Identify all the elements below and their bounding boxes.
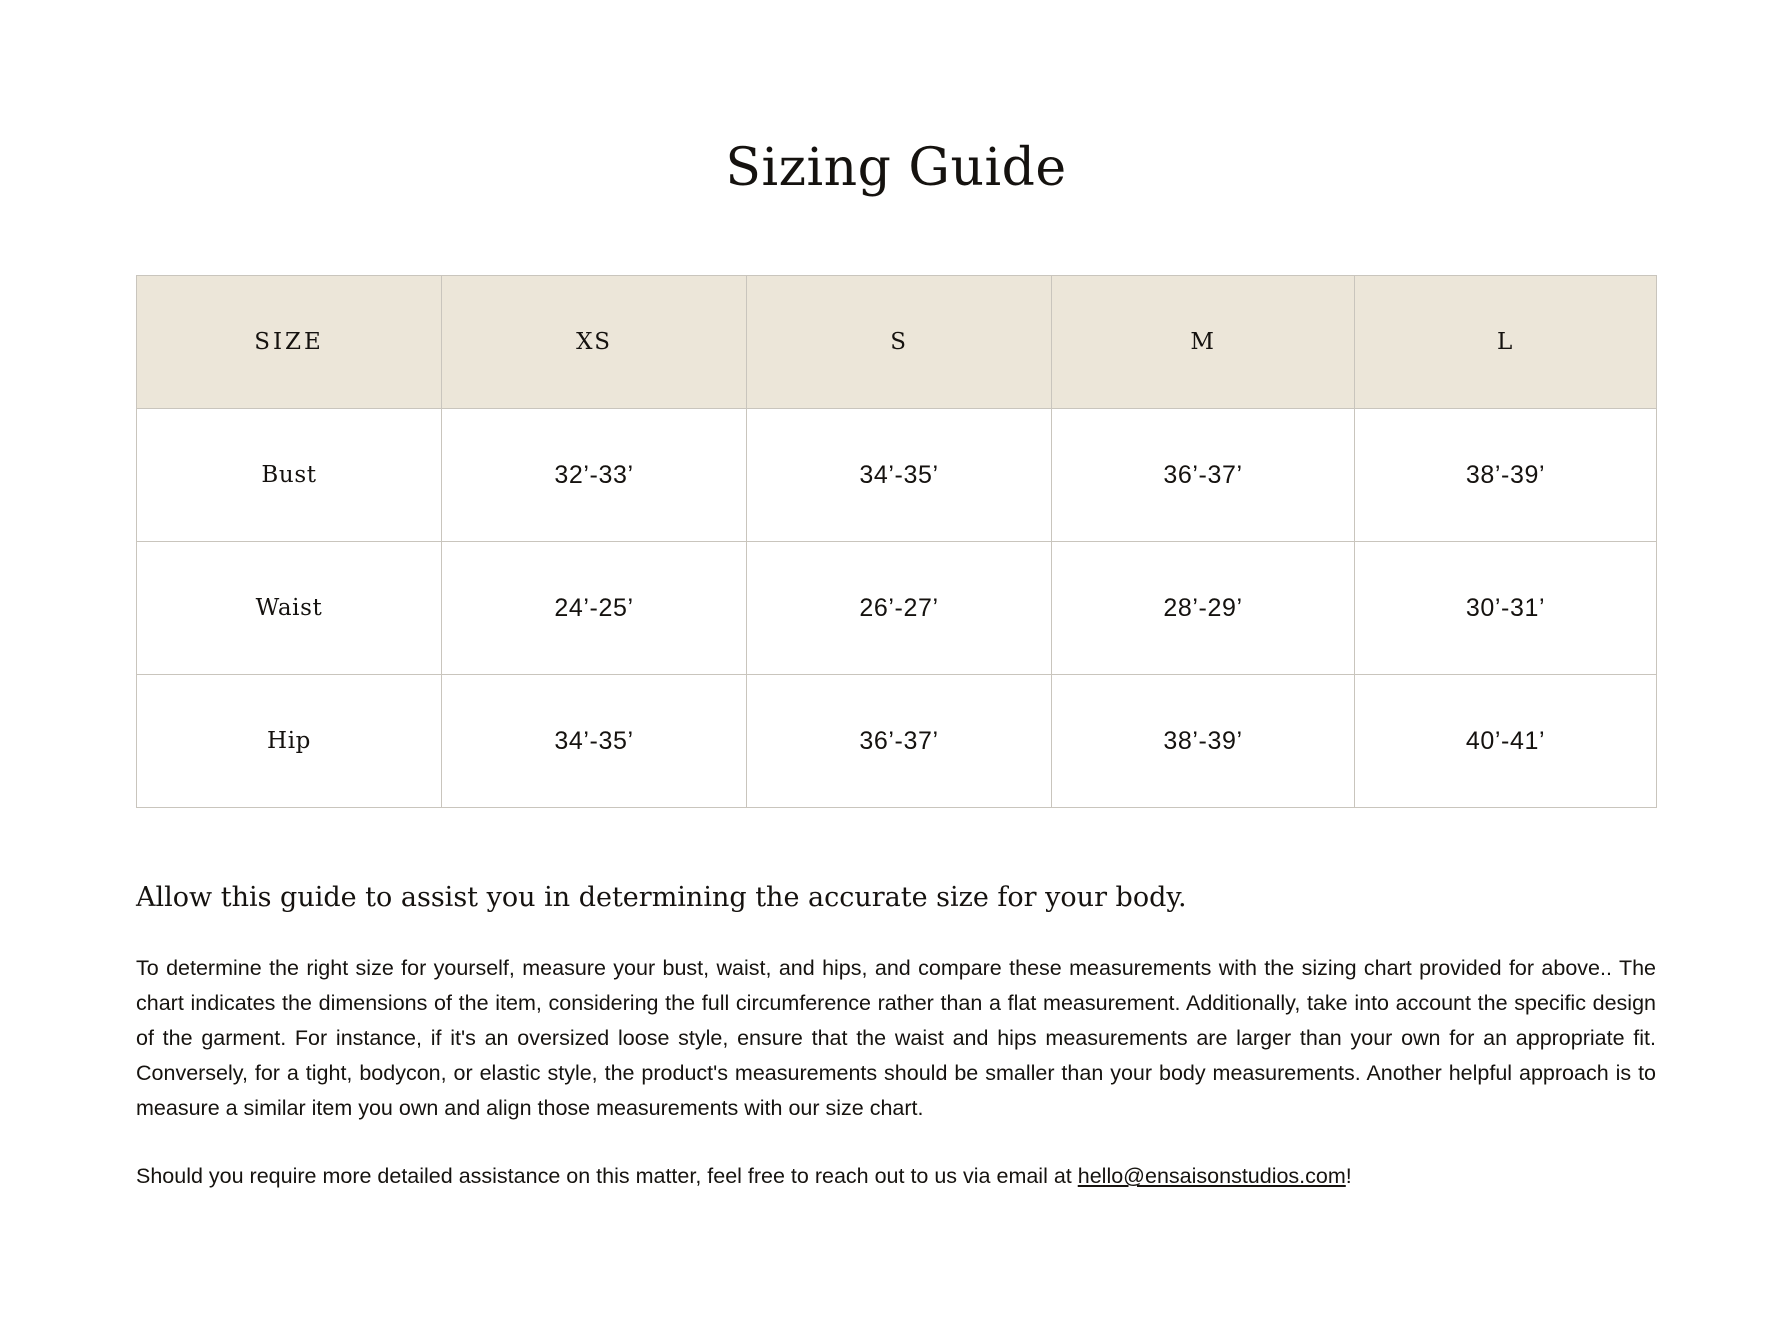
column-header-xs: XS (442, 276, 747, 409)
cell-hip-xs: 34’-35’ (442, 675, 747, 808)
contact-text-before: Should you require more detailed assistance on this matter, feel free to reach out to us via email at (136, 1164, 1078, 1189)
row-label-waist: Waist (137, 542, 442, 675)
table-row (137, 675, 1657, 808)
cell-bust-m: 36’-37’ (1052, 409, 1355, 542)
cell-waist-xs: 24’-25’ (442, 542, 747, 675)
body-paragraph-1: To determine the right size for yourself, measure your bust, waist, and hips, and compare these measurements with the sizing chart provided for above.. The chart indicates the dimensions of the item, considering the full circumference rather than a flat measurement. Additionally, take into account the specific design of the garment. For instance, if it's an oversized loose style, ensure that the waist and hips measurements are larger than your own for an appropriate fit. Conversely, for a tight, bodycon, or elastic style, the product's measurements should be smaller than your body measurements. Another helpful approach is to measure a similar item you own and align those measurements with our size chart. (136, 956, 1656, 1120)
lead-text: Allow this guide to assist you in determining the accurate size for your body. (136, 882, 1187, 914)
cell-hip-s: 36’-37’ (747, 675, 1052, 808)
table-header (137, 276, 1657, 409)
cell-bust-s: 34’-35’ (747, 409, 1052, 542)
row-label-bust: Bust (137, 409, 442, 542)
table-header-row (137, 276, 1657, 409)
cell-waist-m: 28’-29’ (1052, 542, 1355, 675)
cell-bust-l: 38’-39’ (1355, 409, 1657, 542)
column-header-m: M (1052, 276, 1355, 409)
column-header-s: S (747, 276, 1052, 409)
cell-hip-m: 38’-39’ (1052, 675, 1355, 808)
cell-waist-s: 26’-27’ (747, 542, 1052, 675)
sizing-chart-table (136, 275, 1657, 808)
cell-bust-xs: 32’-33’ (442, 409, 747, 542)
table-row (137, 409, 1657, 542)
body-paragraph-2 (136, 1159, 1656, 1194)
cell-waist-l: 30’-31’ (1355, 542, 1657, 675)
page-title: Sizing Guide (725, 138, 1067, 198)
table-row (137, 542, 1657, 675)
support-email-link[interactable]: hello@ensaisonstudios.com (1077, 1164, 1346, 1189)
table-body (137, 409, 1657, 808)
cell-hip-l: 40’-41’ (1355, 675, 1657, 808)
column-header-l: L (1355, 276, 1657, 409)
contact-text-after: ! (1345, 1164, 1352, 1189)
row-label-hip: Hip (137, 675, 442, 808)
column-header-size: SIZE (137, 276, 442, 409)
